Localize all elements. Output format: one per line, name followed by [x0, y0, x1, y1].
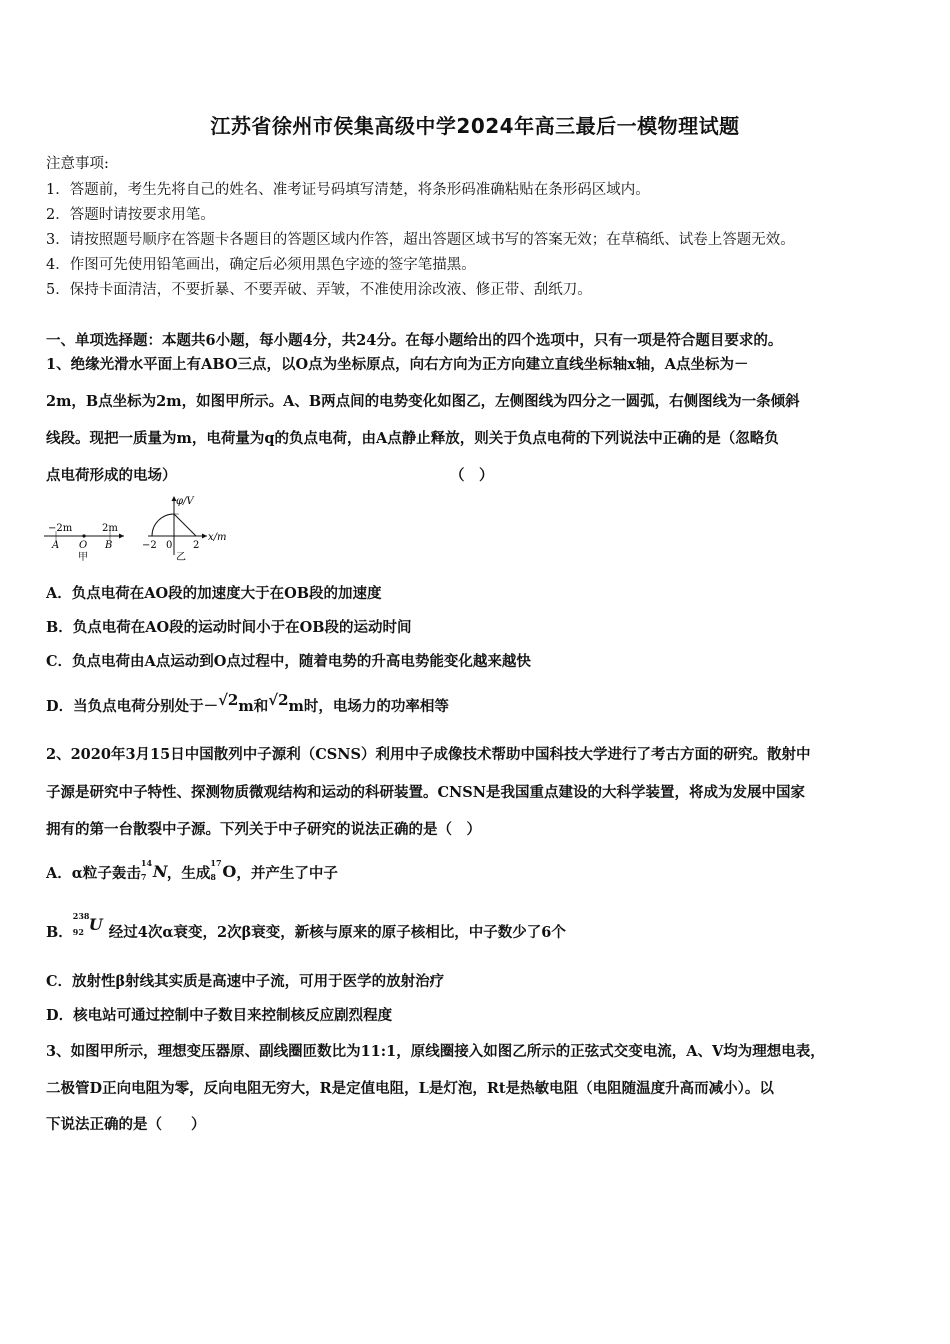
- option-b-prefix: B．: [46, 924, 73, 941]
- option-d-suffix: m时，电场力的功率相等: [288, 698, 449, 715]
- option-b-suffix: 经过4次α衰变，2次β衰变，新核与原来的原子核相比，中子数少了6个: [108, 924, 566, 941]
- tick-label-neg2: −2: [142, 540, 157, 551]
- option-a-suffix: ，并产生了中子: [236, 865, 338, 882]
- notice-item: 1．答题前，考生先将自己的姓名、准考证号码填写清楚，将条形码准确粘贴在条形码区域内。: [46, 182, 650, 198]
- question-1-option-b: B．负点电荷在AO段的运动时间小于在OB段的运动时间: [46, 619, 412, 636]
- question-1-option-a: A．负点电荷在AO段的加速度大于在OB段的加速度: [46, 585, 382, 602]
- phi-y-axis-label: φ/V: [176, 496, 194, 507]
- section-heading: 一、单项选择题：本题共6小题，每小题4分，共24分。在每小题给出的四个选项中，只有一项是符合题目要求的。: [46, 332, 783, 349]
- notice-item: 2．答题时请按要求用笔。: [46, 207, 215, 223]
- exam-title: 江苏省徐州市侯集高级中学2024年高三最后一模物理试题: [210, 114, 740, 138]
- question-2-option-c: C．放射性β射线其实质是高速中子流，可用于医学的放射治疗: [46, 973, 445, 990]
- question-1-figure: [42, 493, 242, 563]
- question-1-stem: 1、绝缘光滑水平面上有ABO三点，以O点为坐标原点，向右方向为正方向建立直线坐标轴x轴，A点坐标为－: [46, 356, 749, 373]
- figure-caption-right: 乙: [176, 552, 186, 563]
- atomic-number: 92: [72, 927, 84, 937]
- question-3-stem: 二极管D正向电阻为零，反向电阻无穷大，R是定值电阻，L是灯泡，Rt是热敏电阻（电阻随温度升高而减小）。以: [46, 1080, 774, 1097]
- point-a-label: A: [52, 540, 60, 551]
- tick-label-0: 0: [166, 540, 173, 551]
- point-b-label: B: [105, 540, 113, 551]
- point-o-label: O: [79, 540, 88, 551]
- question-1-option-d: [46, 691, 449, 716]
- potential-slope-line: [174, 514, 196, 536]
- element-symbol: U: [88, 915, 103, 934]
- option-a-mid: ，生成: [166, 865, 211, 882]
- question-1-stem: 2m，B点坐标为2m，如图甲所示。A、B两点间的电势变化如图乙，左侧图线为四分之一圆弧，右侧图线为一条倾斜: [46, 393, 800, 410]
- option-d-prefix: D．当负点电荷分别处于－: [46, 698, 219, 715]
- question-1-stem: 点电荷形成的电场）: [46, 467, 177, 484]
- question-1-stem: 线段。现把一质量为m，电荷量为q的负点电荷，由A点静止释放，则关于负点电荷的下列说法中正确的是（忽略负: [46, 430, 779, 447]
- phi-x-axis-arrow: [202, 534, 207, 539]
- question-2-stem: 子源是研究中子特性、探测物质微观结构和运动的科研装置。CNSN是我国重点建设的大科学装置，将成为发展中国家: [46, 784, 806, 801]
- mass-number: 17: [210, 858, 222, 868]
- question-2-stem: 2、2020年3月15日中国散列中子源利（CSNS）利用中子成像技术帮助中国科技大学进行了考古方面的研究。散射中: [46, 746, 811, 763]
- nuclide-oxygen: [210, 858, 237, 884]
- notice-item: 5．保持卡面清洁，不要折暴、不要弄破、弄皱，不准使用涂改液、修正带、刮纸刀。: [46, 282, 592, 298]
- question-2-option-d: D．核电站可通过控制中子数目来控制核反应剧烈程度: [46, 1007, 393, 1024]
- element-symbol: O: [222, 862, 237, 881]
- coord-b-label: 2m: [102, 523, 118, 534]
- x-axis-arrow: [119, 534, 124, 539]
- question-2-stem: 拥有的第一台散裂中子源。下列关于中子研究的说法正确的是（ ）: [46, 821, 481, 838]
- nuclide-nitrogen: [140, 858, 168, 884]
- atomic-number: 8: [210, 872, 216, 882]
- sqrt2-symbol: √2: [218, 691, 239, 709]
- question-3-stem: 3、如图甲所示，理想变压器原、副线圈匝数比为11:1，原线圈接入如图乙所示的正弦式交变电流，A、V均为理想电表，: [46, 1043, 825, 1060]
- coord-a-label: −2m: [48, 523, 73, 534]
- tick-label-2: 2: [193, 540, 200, 551]
- question-2-option-a: [46, 858, 338, 884]
- mass-number: 14: [140, 858, 153, 868]
- sqrt2-symbol: √2: [268, 691, 289, 709]
- notice-item: 4．作图可先使用铅笔画出，确定后必须用黑色字迹的签字笔描黑。: [46, 257, 476, 273]
- question-2-option-b: [46, 911, 566, 943]
- option-d-mid: m和: [238, 698, 269, 715]
- answer-paren: （ ）: [450, 467, 494, 484]
- option-a-prefix: A．α粒子轰击: [46, 865, 141, 882]
- notice-item: 3．请按照题号顺序在答题卡各题目的答题区域内作答，超出答题区域书写的答案无效；在草稿纸、试卷上答题无效。: [46, 232, 795, 248]
- potential-arc: [152, 514, 174, 536]
- question-1-option-c: C．负点电荷由A点运动到O点过程中，随着电势的升高电势能变化越来越快: [46, 653, 531, 670]
- point-o: [82, 534, 85, 537]
- notice-heading: 注意事项:: [46, 156, 109, 172]
- element-symbol: N: [152, 862, 168, 881]
- nuclide-uranium: [72, 911, 109, 943]
- figure-caption-left: 甲: [78, 552, 88, 563]
- question-3-stem: 下说法正确的是（ ）: [46, 1116, 206, 1133]
- phi-x-axis-label: x/m: [208, 532, 227, 543]
- atomic-number: 7: [140, 872, 147, 882]
- mass-number: 238: [72, 911, 90, 921]
